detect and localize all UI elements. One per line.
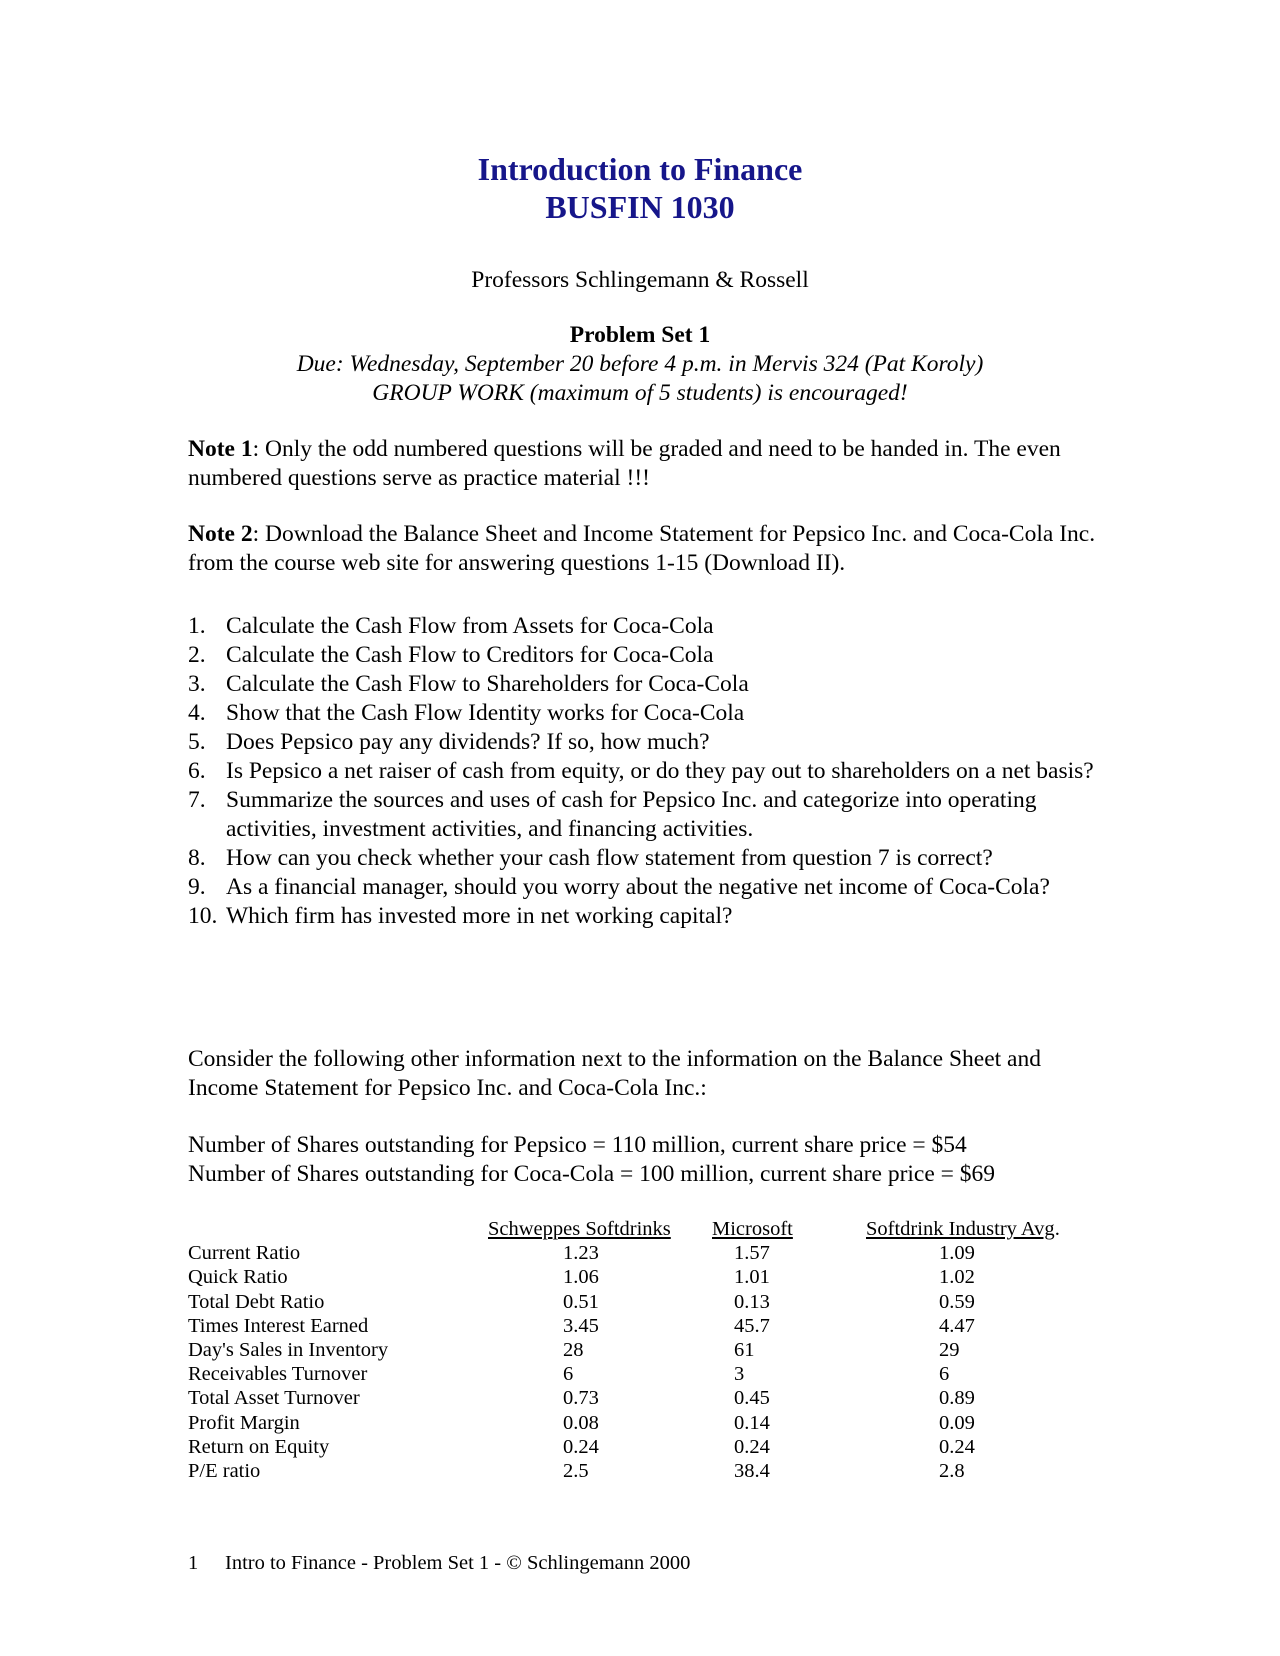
page-footer (188, 1551, 690, 1575)
industry-value: 0.09 (939, 1411, 975, 1434)
schweppes-value: 0.51 (563, 1290, 599, 1313)
question-text: Calculate the Cash Flow from Assets for Coca-Cola (226, 613, 714, 639)
question-number: 10. (188, 903, 218, 929)
question-item (188, 902, 1098, 931)
question-text: How can you check whether your cash flow statement from question 7 is correct? (226, 845, 993, 871)
row-label: Day's Sales in Inventory (188, 1338, 389, 1361)
question-text: Calculate the Cash Flow to Shareholders for Coca-Cola (226, 671, 749, 697)
schweppes-value: 28 (563, 1338, 584, 1361)
schweppes-value: 1.23 (563, 1242, 599, 1265)
document-title: Introduction to Finance (477, 151, 803, 187)
question-number: 9. (188, 874, 206, 900)
row-label: Receivables Turnover (188, 1363, 368, 1386)
question-number: 7. (188, 787, 206, 813)
microsoft-value: 38.4 (734, 1459, 770, 1482)
note-1-text: : Only the odd numbered questions will be graded and need to be handed in. The even numbered questions serve as practice material !!! (188, 436, 1061, 491)
footer-text: Intro to Finance - Problem Set 1 - © Schlingemann 2000 (225, 1552, 691, 1574)
row-label: P/E ratio (188, 1459, 261, 1482)
row-label: Current Ratio (188, 1242, 301, 1265)
row-label: Times Interest Earned (188, 1314, 369, 1337)
professors-line: Professors Schlingemann & Rossell (471, 267, 809, 293)
header-industry-label: Softdrink Industry Avg (866, 1218, 1055, 1240)
question-item (188, 728, 1098, 757)
question-list (188, 612, 1098, 931)
schweppes-value: 0.24 (563, 1435, 599, 1458)
industry-value: 29 (939, 1338, 960, 1361)
question-number: 5. (188, 729, 206, 755)
question-number: 3. (188, 671, 206, 697)
question-text: As a financial manager, should you worry about the negative net income of Coca-Cola? (226, 874, 1050, 900)
microsoft-value: 1.57 (734, 1242, 770, 1265)
header-microsoft: Microsoft (712, 1218, 793, 1240)
header-industry (866, 1217, 1060, 1241)
industry-value: 0.59 (939, 1290, 975, 1313)
question-item (188, 641, 1098, 670)
microsoft-value: 0.14 (734, 1411, 770, 1434)
question-item (188, 612, 1098, 641)
row-label: Profit Margin (188, 1411, 300, 1434)
schweppes-value: 3.45 (563, 1314, 599, 1337)
microsoft-value: 0.24 (734, 1435, 770, 1458)
schweppes-value: 6 (563, 1363, 574, 1386)
industry-value: 2.8 (939, 1459, 965, 1482)
footer-page-number: 1 (188, 1552, 199, 1574)
problem-set-title: Problem Set 1 (569, 322, 711, 348)
industry-value: 1.02 (939, 1266, 975, 1289)
industry-value: 0.89 (939, 1387, 975, 1410)
note-1-label: Note 1 (188, 436, 253, 462)
question-item (188, 786, 1098, 844)
group-work-line: GROUP WORK (maximum of 5 students) is encouraged! (372, 380, 908, 406)
microsoft-value: 3 (734, 1363, 745, 1386)
question-item (188, 699, 1098, 728)
industry-value: 1.09 (939, 1242, 975, 1265)
schweppes-value: 0.08 (563, 1411, 599, 1434)
due-date-line: Due: Wednesday, September 20 before 4 p.m. in Mervis 324 (Pat Koroly) (296, 351, 984, 377)
note-2 (188, 520, 1098, 578)
header-schweppes: Schweppes Softdrinks (488, 1218, 671, 1240)
question-text: Does Pepsico pay any dividends? If so, how much? (226, 729, 710, 755)
question-number: 4. (188, 700, 206, 726)
question-item (188, 670, 1098, 699)
note-1 (188, 435, 1098, 493)
question-number: 2. (188, 642, 206, 668)
schweppes-value: 0.73 (563, 1387, 599, 1410)
industry-value: 0.24 (939, 1435, 975, 1458)
industry-value: 4.47 (939, 1314, 975, 1337)
note-2-label: Note 2 (188, 521, 253, 547)
row-label: Return on Equity (188, 1435, 330, 1458)
header-industry-suffix: . (1054, 1218, 1060, 1240)
question-text: Calculate the Cash Flow to Creditors for Coca-Cola (226, 642, 714, 668)
question-text: Summarize the sources and uses of cash for Pepsico Inc. and categorize into operating activities, investment activities, and financing activities. (226, 787, 1037, 842)
schweppes-value: 1.06 (563, 1266, 599, 1289)
question-text: Which firm has invested more in net working capital? (226, 903, 733, 929)
question-item (188, 844, 1098, 873)
schweppes-value: 2.5 (563, 1459, 589, 1482)
question-text: Show that the Cash Flow Identity works for Coca-Cola (226, 700, 745, 726)
consider-paragraph: Consider the following other information next to the information on the Balance Sheet and Income Statement for Pepsico Inc. and Coca-Cola Inc.: (188, 1046, 1041, 1101)
microsoft-value: 1.01 (734, 1266, 770, 1289)
note-2-text: : Download the Balance Sheet and Income Statement for Pepsico Inc. and Coca-Cola Inc. from the course web site for answering questions 1-15 (Download II). (188, 521, 1096, 576)
microsoft-value: 0.45 (734, 1387, 770, 1410)
industry-value: 6 (939, 1363, 950, 1386)
row-label: Quick Ratio (188, 1266, 288, 1289)
question-number: 6. (188, 758, 206, 784)
row-label: Total Debt Ratio (188, 1290, 325, 1313)
course-code: BUSFIN 1030 (545, 189, 735, 225)
shares-cocacola: Number of Shares outstanding for Coca-Cola = 100 million, current share price = $69 (188, 1161, 996, 1187)
question-item (188, 757, 1098, 786)
question-text: Is Pepsico a net raiser of cash from equity, or do they pay out to shareholders on a net basis? (226, 758, 1094, 784)
question-item (188, 873, 1098, 902)
microsoft-value: 45.7 (734, 1314, 770, 1337)
question-number: 8. (188, 845, 206, 871)
microsoft-value: 61 (734, 1338, 755, 1361)
question-number: 1. (188, 613, 206, 639)
row-label: Total Asset Turnover (188, 1387, 360, 1410)
shares-pepsico: Number of Shares outstanding for Pepsico = 110 million, current share price = $54 (188, 1132, 967, 1158)
microsoft-value: 0.13 (734, 1290, 770, 1313)
